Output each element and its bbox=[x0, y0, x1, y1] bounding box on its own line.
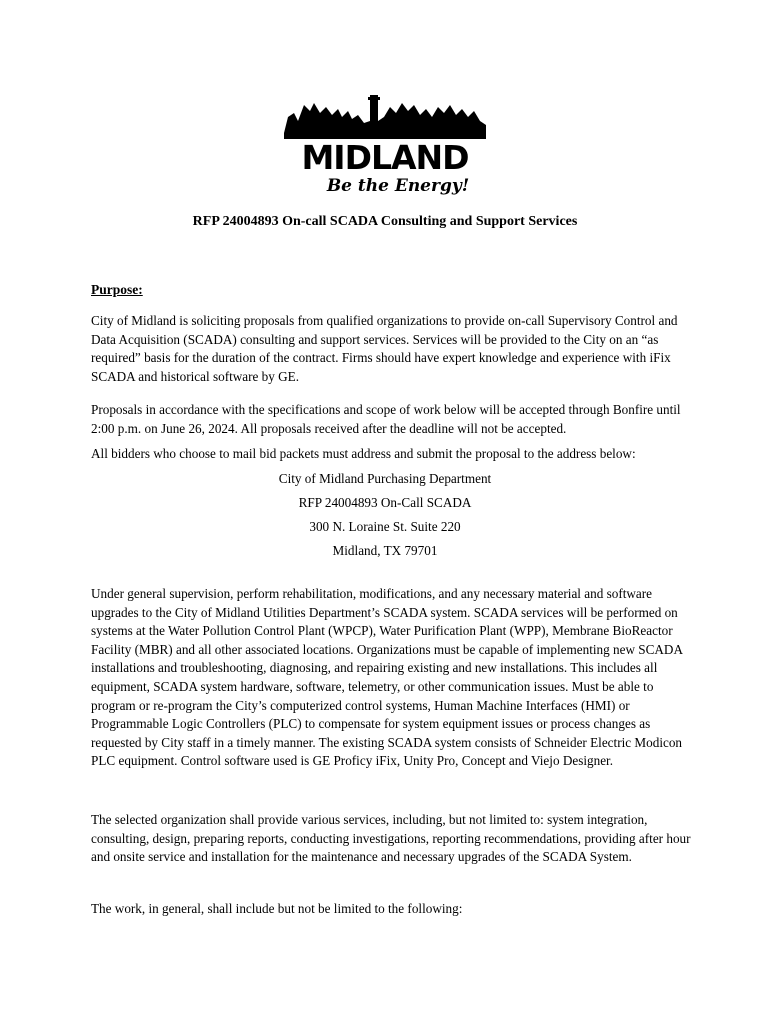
paragraph-work-intro: The work, in general, shall include but not be limited to the following: bbox=[91, 901, 463, 916]
paragraph-services: The selected organization shall provide various services, including, but not limited to: system integration, consulting, design, preparing reports, conducting investigations, reporting recommendations, providing after hour and onsite service and installation for the maintenance and necessary upgrades of the SCADA System. bbox=[91, 812, 691, 865]
paragraph-deadline: Proposals in accordance with the specifications and scope of work below will be accepted through Bonfire until 2:00 p.m. on June 26, 2024. All proposals received after the deadline will not be accepted. bbox=[91, 402, 681, 436]
skyline-graphic bbox=[284, 99, 486, 139]
address-line-4: Midland, TX 79701 bbox=[332, 543, 438, 558]
address-line-1: City of Midland Purchasing Department bbox=[278, 471, 492, 486]
address-line-3: 300 N. Loraine St. Suite 220 bbox=[309, 519, 461, 534]
paragraph-purpose: City of Midland is soliciting proposals from qualified organizations to provide on-call Supervisory Control and Data Acquisition (SCADA) consulting and support services. Services will be provided to the City on an “as required” basis for the duration of the contract. Firms should have expert knowledge and experience with iFix SCADA and historical software by GE. bbox=[91, 313, 678, 384]
logo-wordmark: MIDLAND bbox=[301, 138, 469, 177]
midland-logo bbox=[280, 95, 490, 197]
purpose-heading: Purpose: bbox=[91, 282, 143, 297]
document-title: RFP 24004893 On-call SCADA Consulting and Support Services bbox=[192, 214, 578, 229]
paragraph-mail-instructions: All bidders who choose to mail bid packets must address and submit the proposal to the address below: bbox=[91, 446, 636, 461]
address-line-2: RFP 24004893 On-Call SCADA bbox=[298, 495, 472, 510]
logo-tagline: Be the Energy! bbox=[326, 176, 470, 196]
paragraph-scope: Under general supervision, perform rehabilitation, modifications, and any necessary material and software upgrades to the City of Midland Utilities Department’s SCADA system. SCADA services will be performed on systems at the Water Pollution Control Plant (WPCP), Water Purification Plant (WPP), Membrane BioReactor Facility (MBR) and all other associated locations. Organizations must be capable of implementing new SCADA installations and troubleshooting, diagnosing, and repairing existing and new installations. This includes all equipment, SCADA system hardware, software, telemetry, or other communication issues. Must be able to program or re-program the City’s computerized control systems, Human Machine Interfaces (HMI) or Programmable Logic Controllers (PLC) to compensate for system equipment issues or process changes as requested by City staff in a timely manner. The existing SCADA system consists of Schneider Electric Modicon PLC equipment. Control software used is GE Proficy iFix, Unity Pro, Concept and Viejo Designer. bbox=[91, 586, 683, 769]
